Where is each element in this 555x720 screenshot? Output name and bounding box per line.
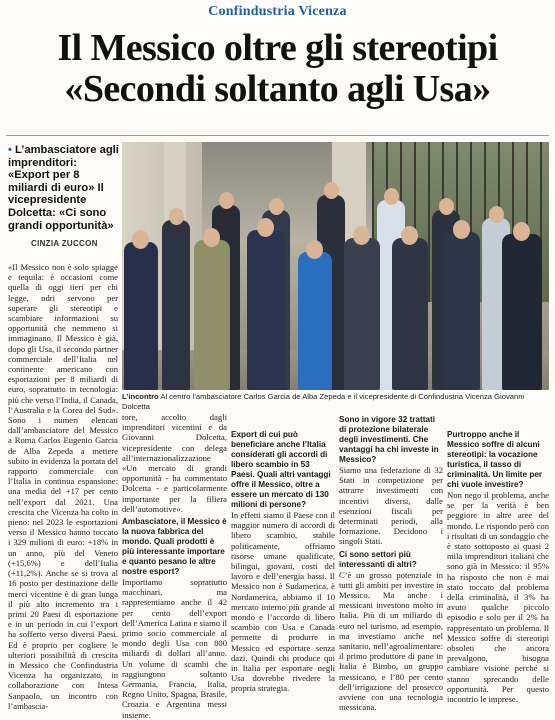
- byline: CINZIA ZUCCON: [31, 239, 98, 248]
- interview-question: Ci sono settori più interessanti di altri?: [339, 549, 417, 569]
- interview-question: Export di cui può beneficiare anche l’Italia considerati gli accordi di libero scambio in 53 Paesi. Quali altri vantaggi offre il Messico, oltre a essere un mercato di 130 milioni di persone?: [231, 430, 331, 509]
- caption-text: Al centro l’ambasciatore Carlos Garcia de Alba Zepeda e il vicepresidente di Confindustria Vicenza Giovanni Dolcetta: [122, 392, 525, 411]
- caption-label: L’incontro: [122, 392, 159, 401]
- photo-person: [247, 230, 285, 390]
- teaser: [8, 144, 120, 232]
- article-paragraph: Non nego il problema, anche se per la verità è ben peggiore in altre aree del mondo. Le rispondo però con i risultati di un sondaggio che è stato sottoposto ai quasi 2 mila imprenditori italiani che sono già in Messico: il 95% ha risposto che non è mai stato toccato dal problema della criminalità, il 3% ha avuto qualche piccolo episodio e solo per il 2% ha rappresentato un problema. Il Messico soffre di stereotipi obsoleti che ancora prevalgono, bisogna cambiare visione perché si stanno sprecando delle opportunità. Per questo incontrio le imprese.: [447, 490, 549, 705]
- headline-line-2: «Secondi soltanto agli Usa»: [64, 68, 491, 110]
- article-column-1: [8, 262, 118, 711]
- article-paragraph: C’è un grosso potenziale in tutti gli ambiti per investire in Messico. Ma anche i messicani investono molto in Italia. Più di un miliardo di euro nel turismo, ad esempio, ma investiamo anche nel sanitario, nell’agroalimentare: il primo produttore di pane in Italia è Bimbo, un gruppo messicano, e l’80 per cento dell’irrigazione del prosecco avviene con una tecnologia messicana.: [339, 569, 443, 713]
- photo-person: [392, 238, 428, 390]
- photo-person-head: [306, 240, 323, 259]
- photo-person-head: [401, 226, 418, 245]
- photo-person-head: [132, 230, 149, 249]
- photo-person-head: [513, 222, 530, 241]
- headline: [0, 28, 555, 110]
- article-paragraph: Siamo una federazione di 32 Stati in competizione per attrarre investimenti con incentivi diversi, dalle esenzioni fiscali per determinati periodi, alla formazione. Decidono i singoli Stati.: [339, 465, 443, 547]
- photo-person-head: [324, 182, 339, 199]
- photo-person-head: [384, 188, 399, 205]
- headline-divider: [6, 135, 549, 136]
- photo-person-head: [453, 220, 470, 239]
- photo-person-head: [353, 226, 370, 245]
- photo-person: [298, 252, 332, 390]
- photo-person-head: [257, 218, 274, 237]
- article-paragraph: In effetti siamo il Paese con il maggior numero di accordi di libero scambio, stabile politicamente, offriamo risorse umane qualificate, bilingui, giovani, costi del lavoro e dell’energia bassi. Il Messico non è Sudamerica, è Nordamerica, abbiamo il 10 mercato interno più grande al mondo e l’accordo di libero scambio con Usa e Canada permette di produrre in Messico ed esportare senza dazi. Quindi chi produce qui in Italia per esportare negli Usa dovrebbe rivedere la propria strategia.: [231, 510, 335, 694]
- photo-person-head: [219, 192, 234, 209]
- photo-person: [344, 238, 380, 390]
- article-column-3: [231, 427, 335, 694]
- photo-person-head: [269, 198, 284, 215]
- group-photo: [122, 142, 549, 390]
- photo-person-head: [439, 198, 454, 215]
- photo-person: [124, 242, 158, 390]
- article-paragraph: tore, accolto dagli imprenditori vicentini e da Giovanni Dolcetta, vicepresidente con delega all’internazionalizzazione «Un mercato di grandi opportunità - ha commentato Dolcetta - e particolarmente importante per la filiera dell’automotive».: [122, 412, 227, 514]
- interview-question: Ambasciatore, il Messico è la nuova fabbrica del mondo. Quali prodotti è più interessante importare e quanto pesano le altre nostre esport?: [122, 517, 227, 577]
- photo-caption: [122, 392, 549, 412]
- section-tag: Confindustria Vicenza: [208, 4, 347, 19]
- interview-question: Purtroppo anche il Messico soffre di alcuni stereotipi: la vocazione turistica, il tasso di criminalità. Un limite per chi vuole investire?: [447, 430, 543, 489]
- photo-person-head: [489, 206, 504, 223]
- headline-line-1: Il Messico oltre gli stereotipi: [57, 27, 498, 69]
- article-paragraph: «Il Messico non è solo spiagge e tequila: è occasioni come quella di oggi tieri per chi legge, ndri servono per superare gli stereotipi e scambiare informazioni su opportunità che nemmeno si immaginano. Il Messico è già, dopo gli Usa, il secondo partner commerciale dell’Italia nel continente americano con esportazioni per 8 miliardi di euro, soprattutto in tecnologia: più che verso l’India, il Canada, l’Australia e la Corea del Sud». Sono i numeri elencati dall’ambasciatore del Messico a Roma Carlos Eugenio Garcia de Alba Zepeda a mettere subito in evidenza la portata del rapporto commerciale con l’Italia in continua espansione: una media del +17 per cento nell’export dal 2021. Una crescita che Vicenza ha colto in pieno: nel 2023 le esportazioni verso il Messico hanno toccato i 329 milioni di euro: +18% in un anno, più del Veneto (+15,6%) e dell’Italia (+11,2%). Anche se si trova al 16 posto per destinazione delle merci vicentine è di gran lunga il più alto incremento tra i primi 20 Paesi di esportazione e in un periodo in cui l’export ha sofferto verso diversi Paesi. Ed è proprio per cogliere le ulteriori possibilità di crescita in Messico che Confindustria Vicenza ha organizzato, in collaborazione con Intesa Sanpaolo, un incontro con l’ambascia-: [8, 262, 119, 711]
- article-column-4: [339, 412, 443, 712]
- photo-person-head: [169, 208, 184, 225]
- photo-person: [162, 220, 190, 390]
- interview-question: Sono in vigore 32 trattati di protezione bilaterale degli investimenti. Che vantaggi ha chi investe in Messico?: [339, 415, 439, 464]
- article-column-5: [447, 427, 549, 704]
- teaser-text: L’ambasciatore agli imprenditori: «Export per 8 miliardi di euro» Il vicepresidente Dolcetta: «Ci sono grandi opportunità»: [8, 144, 119, 232]
- photo-person: [194, 240, 230, 390]
- article-paragraph: Importiamo soprattutto macchinari, ma rappresentiamo anche il 42 per cento dell’export dell’America Latina e siamo il primo socio commerciale al mondo degli Usa con 800 miliardi di dollari all’anno. Un volume di scambi che raggiungono soltanto Germania, Francia, Italia, Regno Unito, Spagna, Brasile, Croazia e Argentina messi insieme.: [122, 577, 227, 720]
- teaser-bullet: •: [8, 144, 12, 156]
- photo-person: [444, 232, 480, 390]
- photo-person-head: [203, 228, 220, 247]
- photo-person: [502, 234, 542, 390]
- article-column-2: [122, 412, 227, 720]
